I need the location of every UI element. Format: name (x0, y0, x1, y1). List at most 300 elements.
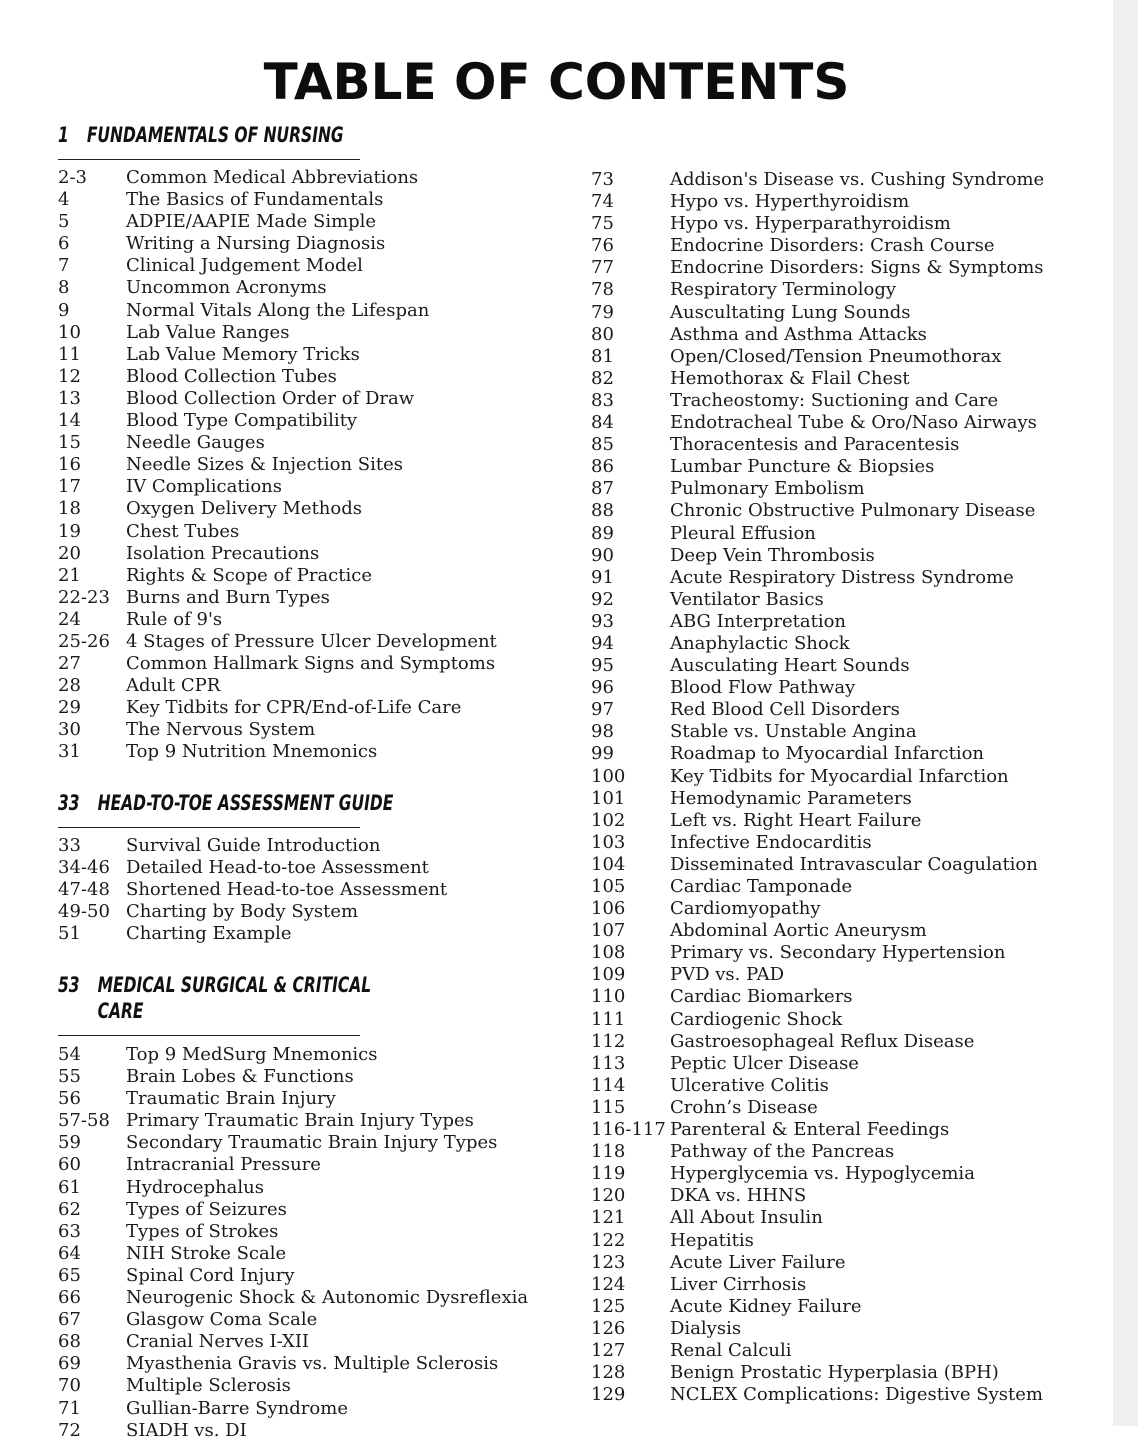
toc-entry-title: Shortened Head-to-toe Assessment (126, 879, 448, 901)
toc-page-number: 30 (58, 719, 81, 741)
toc-entry-title: Charting Example (126, 923, 292, 945)
toc-page-number: 61 (58, 1176, 81, 1198)
toc-entry-title: Gastroesophageal Reflux Disease (670, 1030, 975, 1052)
toc-page-number: 102 (591, 809, 626, 831)
toc-page-number: 49-50 (58, 901, 110, 923)
toc-entry[interactable] (58, 697, 578, 719)
toc-page-number: 111 (591, 1008, 626, 1030)
toc-entry[interactable] (591, 235, 1111, 257)
toc-entry-title: Ventilator Basics (670, 588, 824, 610)
toc-entry[interactable] (591, 1163, 1111, 1185)
toc-entry-title: Hemodynamic Parameters (670, 787, 912, 809)
toc-page-number: 69 (58, 1353, 81, 1375)
toc-entry-title: Endocrine Disorders: Crash Course (670, 235, 995, 257)
toc-entry-title: Survival Guide Introduction (126, 835, 381, 856)
toc-entry-title: Acute Liver Failure (670, 1251, 846, 1273)
toc-entry[interactable] (58, 587, 578, 609)
toc-entry[interactable] (58, 344, 578, 366)
toc-page-number: 70 (58, 1375, 81, 1397)
toc-entry-title: Top 9 MedSurg Mnemonics (126, 1044, 378, 1065)
toc-page-number: 7 (58, 255, 70, 277)
toc-entry-title: Infective Endocarditis (670, 831, 872, 853)
toc-page-number: 34-46 (58, 857, 110, 879)
toc-entry[interactable] (591, 655, 1111, 677)
toc-entry[interactable] (58, 498, 578, 520)
toc-entry[interactable] (591, 390, 1111, 412)
toc-entry[interactable] (591, 412, 1111, 434)
toc-entry[interactable] (58, 1375, 578, 1397)
toc-page-number: 98 (591, 721, 614, 743)
toc-entry[interactable] (58, 543, 578, 565)
toc-entry-title: Key Tidbits for CPR/End-of-Life Care (126, 697, 462, 719)
toc-page-number: 16 (58, 454, 81, 476)
toc-page-number: 14 (58, 410, 81, 432)
toc-page-number: 128 (591, 1362, 626, 1384)
section-divider (58, 1035, 360, 1036)
toc-entry[interactable] (58, 901, 578, 923)
toc-entry[interactable] (591, 434, 1111, 456)
toc-page-number: 103 (591, 831, 626, 853)
toc-page-number: 31 (58, 741, 81, 763)
toc-entry-title: Blood Type Compatibility (126, 410, 358, 432)
toc-entry[interactable] (591, 898, 1111, 920)
toc-entry[interactable] (591, 567, 1111, 589)
toc-entry-title: Blood Collection Tubes (126, 365, 337, 387)
toc-entry[interactable] (58, 410, 578, 432)
toc-entry[interactable] (58, 255, 578, 277)
section-heading (58, 790, 419, 816)
toc-entry-title: Stable vs. Unstable Angina (670, 721, 917, 743)
toc-entry[interactable] (591, 1296, 1111, 1318)
toc-entry-title: Spinal Cord Injury (126, 1264, 295, 1286)
toc-page-number: 79 (591, 301, 614, 323)
toc-entry-title: Liver Cirrhosis (670, 1273, 807, 1295)
toc-page-number: 121 (591, 1207, 626, 1229)
toc-entry-title: Multiple Sclerosis (126, 1375, 291, 1397)
toc-page-number: 100 (591, 765, 626, 787)
toc-entry-title: Lab Value Memory Tricks (126, 343, 360, 365)
toc-entry[interactable] (591, 368, 1111, 390)
toc-entry-title: The Basics of Fundamentals (126, 189, 384, 211)
toc-entry[interactable] (591, 942, 1111, 964)
toc-entry-title: Abdominal Aortic Aneurysm (670, 920, 927, 942)
toc-entry-title: Writing a Nursing Diagnosis (126, 233, 386, 255)
toc-entry-title: Pathway of the Pancreas (670, 1141, 895, 1163)
toc-entry[interactable] (591, 699, 1111, 721)
toc-entry-title: DKA vs. HHNS (670, 1185, 807, 1207)
toc-entry[interactable] (591, 1141, 1111, 1163)
toc-entry[interactable] (58, 565, 578, 587)
toc-page-number: 88 (591, 500, 614, 522)
toc-entry-title: Roadmap to Myocardial Infarction (670, 743, 985, 765)
toc-entry[interactable] (591, 721, 1111, 743)
toc-entry[interactable] (58, 300, 578, 322)
toc-page-number: 95 (591, 655, 614, 677)
toc-page-number: 60 (58, 1154, 81, 1176)
toc-entry[interactable] (591, 611, 1111, 633)
toc-entry[interactable] (58, 1110, 578, 1132)
toc-entry-title: Disseminated Intravascular Coagulation (670, 853, 1038, 875)
toc-entry[interactable] (58, 189, 578, 211)
toc-page-number: 21 (58, 564, 81, 586)
toc-entry[interactable] (58, 277, 578, 299)
toc-entry[interactable] (591, 633, 1111, 655)
section-medical-surgical (58, 972, 578, 1442)
toc-list (58, 835, 578, 945)
toc-entry[interactable] (591, 1097, 1111, 1119)
toc-entry-title: Charting by Body System (126, 901, 359, 923)
toc-entry-title: SIADH vs. DI (126, 1419, 247, 1441)
toc-entry-title: Hyperglycemia vs. Hypoglycemia (670, 1163, 975, 1185)
toc-page-number: 76 (591, 235, 614, 257)
toc-entry-title: Common Hallmark Signs and Symptoms (126, 653, 496, 675)
toc-entry-title: Ulcerative Colitis (670, 1074, 829, 1096)
toc-entry[interactable] (591, 257, 1111, 279)
toc-entry[interactable] (58, 476, 578, 498)
toc-entry[interactable] (58, 1132, 578, 1154)
toc-entry-title: Peptic Ulcer Disease (670, 1052, 859, 1074)
toc-page-number: 56 (58, 1088, 81, 1110)
toc-entry[interactable] (591, 1230, 1111, 1252)
toc-entry[interactable] (591, 346, 1111, 368)
toc-entry[interactable] (591, 1207, 1111, 1229)
toc-entry[interactable] (591, 1318, 1111, 1340)
toc-entry-title: All About Insulin (670, 1207, 823, 1229)
section-number: 53 (58, 973, 80, 997)
toc-page-number: 105 (591, 876, 626, 897)
toc-page-number: 17 (58, 476, 81, 498)
toc-entry[interactable] (58, 366, 578, 388)
toc-entry[interactable] (58, 322, 578, 344)
toc-entry-title: Thoracentesis and Paracentesis (670, 434, 960, 456)
toc-entry[interactable] (591, 677, 1111, 699)
toc-entry-title: Left vs. Right Heart Failure (670, 809, 922, 831)
toc-entry-title: Deep Vein Thrombosis (670, 544, 875, 566)
toc-entry-title: Chronic Obstructive Pulmonary Disease (670, 500, 1036, 522)
toc-entry-title: Ausculating Heart Sounds (670, 655, 910, 677)
toc-page-number: 112 (591, 1030, 626, 1052)
toc-entry-title: Respiratory Terminology (670, 279, 897, 301)
toc-entry[interactable] (591, 920, 1111, 942)
toc-page-number: 124 (591, 1273, 626, 1295)
toc-entry[interactable] (58, 1331, 578, 1353)
toc-page-number: 51 (58, 923, 81, 945)
toc-page-number: 4 (58, 189, 70, 211)
toc-entry[interactable] (591, 743, 1111, 765)
toc-entry[interactable] (58, 1398, 578, 1420)
toc-entry-title: Open/Closed/Tension Pneumothorax (670, 345, 1002, 367)
toc-entry-title: Secondary Traumatic Brain Injury Types (126, 1132, 498, 1154)
toc-entry-title: Endotracheal Tube & Oro/Naso Airways (670, 412, 1037, 434)
toc-page-number: 81 (591, 345, 614, 367)
toc-entry[interactable] (58, 521, 578, 543)
toc-entry-title: Uncommon Acronyms (126, 277, 327, 299)
toc-entry[interactable] (58, 211, 578, 233)
toc-entry[interactable] (58, 1353, 578, 1375)
toc-entry-title: Dialysis (670, 1317, 742, 1339)
toc-entry-title: Renal Calculi (670, 1339, 792, 1361)
toc-page-number: 120 (591, 1185, 626, 1207)
toc-entry[interactable] (58, 741, 578, 763)
toc-page-number: 25-26 (58, 630, 110, 652)
toc-entry-title: Acute Respiratory Distress Syndrome (670, 566, 1014, 588)
toc-page-number: 129 (591, 1384, 626, 1406)
toc-page-number: 29 (58, 697, 81, 719)
toc-entry[interactable] (591, 832, 1111, 854)
section-number: 1 (58, 123, 69, 147)
toc-entry[interactable] (591, 810, 1111, 832)
toc-entry-title: Blood Collection Order of Draw (126, 387, 415, 409)
toc-page-number: 68 (58, 1331, 81, 1353)
toc-entry-title: Brain Lobes & Functions (126, 1066, 354, 1088)
toc-entry-title: Types of Seizures (126, 1198, 287, 1220)
toc-entry[interactable] (591, 788, 1111, 810)
toc-entry[interactable] (58, 233, 578, 255)
toc-entry[interactable] (58, 1309, 578, 1331)
toc-page-number: 116-117 (591, 1119, 666, 1141)
section-title: FUNDAMENTALS OF NURSING (86, 123, 344, 147)
toc-entry[interactable] (591, 545, 1111, 567)
toc-page-number: 19 (58, 520, 81, 542)
toc-entry-title: Crohn’s Disease (670, 1096, 818, 1118)
toc-entry-title: Top 9 Nutrition Mnemonics (126, 741, 378, 763)
toc-entry-title: Clinical Judgement Model (126, 255, 363, 277)
toc-entry[interactable] (58, 1088, 578, 1110)
toc-entry[interactable] (58, 454, 578, 476)
toc-entry[interactable] (58, 631, 578, 653)
toc-page-number: 77 (591, 257, 614, 279)
toc-page-number: 72 (58, 1419, 81, 1441)
toc-entry-title: NCLEX Complications: Digestive System (670, 1384, 1043, 1406)
toc-entry-title: Needle Gauges (126, 432, 265, 454)
toc-page-number: 67 (58, 1309, 81, 1331)
toc-page-number: 24 (58, 608, 81, 630)
toc-entry[interactable] (58, 1066, 578, 1088)
toc-page-number: 27 (58, 653, 81, 675)
toc-entry-title: Pleural Effusion (670, 522, 816, 544)
toc-entry[interactable] (591, 1119, 1111, 1141)
toc-entry-title: ABG Interpretation (670, 610, 847, 632)
toc-entry-title: Common Medical Abbreviations (126, 167, 419, 188)
toc-page-number: 104 (591, 853, 626, 875)
toc-entry-title: Anaphylactic Shock (670, 632, 850, 654)
toc-page-number: 47-48 (58, 879, 110, 901)
toc-entry[interactable] (58, 1199, 578, 1221)
section-divider (58, 827, 360, 828)
toc-page-number: 87 (591, 478, 614, 500)
toc-entry-title: Needle Sizes & Injection Sites (126, 454, 404, 476)
toc-entry-title: Cardiac Tamponade (670, 876, 853, 897)
toc-page-number: 97 (591, 699, 614, 721)
toc-page-number: 22-23 (58, 586, 110, 608)
toc-entry[interactable] (58, 835, 578, 857)
toc-right-column (591, 169, 1111, 1406)
toc-entry-title: NIH Stroke Scale (126, 1242, 287, 1264)
toc-entry-title: Chest Tubes (126, 520, 240, 542)
toc-page-number: 109 (591, 964, 626, 986)
toc-page-number: 8 (58, 277, 70, 299)
toc-entry[interactable] (591, 213, 1111, 235)
toc-entry-title: Adult CPR (126, 675, 221, 697)
toc-entry[interactable] (591, 279, 1111, 301)
toc-entry[interactable] (58, 1420, 578, 1442)
toc-page-number: 13 (58, 387, 81, 409)
toc-entry[interactable] (58, 1287, 578, 1309)
toc-entry[interactable] (591, 1274, 1111, 1296)
toc-page-number: 15 (58, 432, 81, 454)
toc-entry-title: Benign Prostatic Hyperplasia (BPH) (670, 1362, 999, 1384)
toc-entry[interactable] (591, 1185, 1111, 1207)
toc-entry-title: Red Blood Cell Disorders (670, 699, 900, 721)
toc-entry[interactable] (58, 879, 578, 901)
toc-entry[interactable] (591, 523, 1111, 545)
toc-entry-title: Cranial Nerves I-XII (126, 1331, 310, 1353)
toc-page-number: 123 (591, 1251, 626, 1273)
toc-page-number: 71 (58, 1397, 81, 1419)
toc-entry-title: Tracheostomy: Suctioning and Care (670, 389, 999, 411)
toc-entry-title: Neurogenic Shock & Autonomic Dysreflexia (126, 1287, 529, 1309)
toc-entry[interactable] (58, 1044, 578, 1066)
toc-entry-title: Hypo vs. Hyperparathyroidism (670, 213, 951, 235)
toc-entry[interactable] (58, 923, 578, 945)
toc-entry[interactable] (591, 1384, 1111, 1406)
toc-page-number: 89 (591, 522, 614, 544)
toc-entry[interactable] (591, 1009, 1111, 1031)
toc-page-number: 57-58 (58, 1110, 110, 1132)
toc-entry-title: Lab Value Ranges (126, 321, 290, 343)
toc-entry[interactable] (58, 1177, 578, 1199)
toc-entry-title: PVD vs. PAD (670, 964, 785, 986)
toc-entry-title: Gullian-Barre Syndrome (126, 1397, 348, 1419)
toc-entry[interactable] (58, 609, 578, 631)
toc-page-number: 66 (58, 1287, 81, 1309)
toc-entry-title: Asthma and Asthma Attacks (670, 323, 927, 345)
toc-page-number: 2-3 (58, 167, 87, 188)
section-divider (58, 159, 360, 160)
toc-page-number: 18 (58, 498, 81, 520)
toc-entry[interactable] (591, 324, 1111, 346)
toc-entry-title: Pulmonary Embolism (670, 478, 865, 500)
toc-entry[interactable] (58, 1243, 578, 1265)
toc-entry[interactable] (58, 857, 578, 879)
section-head-to-toe (58, 790, 578, 945)
toc-entry[interactable] (591, 1053, 1111, 1075)
toc-list (58, 167, 578, 764)
toc-entry[interactable] (58, 1221, 578, 1243)
toc-page-number: 113 (591, 1052, 626, 1074)
toc-page-number: 125 (591, 1295, 626, 1317)
toc-page-number: 96 (591, 677, 614, 699)
toc-page-number: 106 (591, 898, 626, 920)
toc-entry[interactable] (58, 432, 578, 454)
toc-entry[interactable] (591, 1075, 1111, 1097)
toc-entry-title: The Nervous System (126, 719, 316, 741)
toc-entry-title: Glasgow Coma Scale (126, 1309, 318, 1331)
toc-entry-title: Hepatitis (670, 1229, 754, 1251)
toc-entry[interactable] (591, 478, 1111, 500)
toc-list (591, 169, 1111, 1406)
toc-page-number: 85 (591, 434, 614, 456)
toc-page-number: 94 (591, 632, 614, 654)
toc-entry[interactable] (58, 167, 578, 189)
toc-page-number: 65 (58, 1264, 81, 1286)
toc-entry[interactable] (591, 964, 1111, 986)
toc-entry-title: Cardiomyopathy (670, 898, 821, 920)
toc-page-number: 127 (591, 1339, 626, 1361)
toc-entry[interactable] (591, 191, 1111, 213)
toc-page-number: 73 (591, 169, 614, 190)
toc-page-number: 83 (591, 389, 614, 411)
section-title: HEAD-TO-TOE ASSESSMENT GUIDE (97, 791, 394, 815)
toc-entry-title: Intracranial Pressure (126, 1154, 321, 1176)
toc-entry[interactable] (591, 1031, 1111, 1053)
toc-entry-title: Key Tidbits for Myocardial Infarction (670, 765, 1009, 787)
toc-page-number: 5 (58, 211, 70, 233)
toc-page-number: 12 (58, 365, 81, 387)
toc-page-number: 63 (58, 1220, 81, 1242)
section-fundamentals (58, 122, 578, 764)
toc-entry-title: Traumatic Brain Injury (126, 1088, 336, 1110)
toc-page-number: 59 (58, 1132, 81, 1154)
toc-entry[interactable] (58, 653, 578, 675)
toc-page-number: 20 (58, 542, 81, 564)
toc-entry-title: Rule of 9's (126, 608, 223, 630)
toc-entry[interactable] (591, 766, 1111, 788)
toc-entry-title: Myasthenia Gravis vs. Multiple Sclerosis (126, 1353, 499, 1375)
toc-entry[interactable] (58, 388, 578, 410)
toc-entry[interactable] (58, 719, 578, 741)
toc-entry[interactable] (58, 675, 578, 697)
toc-entry[interactable] (591, 169, 1111, 191)
toc-entry[interactable] (591, 302, 1111, 324)
toc-page-number: 115 (591, 1096, 626, 1118)
toc-page-number: 6 (58, 233, 70, 255)
toc-entry[interactable] (591, 986, 1111, 1008)
toc-entry-title: Primary vs. Secondary Hypertension (670, 942, 1006, 964)
toc-entry-title: 4 Stages of Pressure Ulcer Development (126, 630, 497, 652)
toc-entry[interactable] (591, 876, 1111, 898)
toc-entry-title: Blood Flow Pathway (670, 677, 856, 699)
toc-entry[interactable] (591, 854, 1111, 876)
toc-page-number: 10 (58, 321, 81, 343)
toc-entry[interactable] (591, 1340, 1111, 1362)
toc-entry[interactable] (591, 500, 1111, 522)
toc-entry-title: Acute Kidney Failure (670, 1295, 862, 1317)
toc-page-number: 74 (591, 191, 614, 213)
toc-entry-title: Endocrine Disorders: Signs & Symptoms (670, 257, 1044, 279)
toc-page-number: 93 (591, 610, 614, 632)
toc-entry-title: ADPIE/AAPIE Made Simple (126, 211, 377, 233)
section-heading (58, 122, 419, 148)
toc-page-number: 54 (58, 1044, 81, 1065)
toc-page-number: 114 (591, 1074, 626, 1096)
toc-entry[interactable] (591, 1362, 1111, 1384)
toc-entry[interactable] (58, 1265, 578, 1287)
toc-page-number: 78 (591, 279, 614, 301)
toc-page-number: 11 (58, 343, 81, 365)
scrollbar-track[interactable] (1113, 0, 1138, 1426)
toc-entry[interactable] (591, 1252, 1111, 1274)
toc-entry-title: Isolation Precautions (126, 542, 320, 564)
toc-page-number: 126 (591, 1317, 626, 1339)
toc-entry[interactable] (58, 1154, 578, 1176)
toc-page-number: 101 (591, 787, 626, 809)
toc-entry-title: Burns and Burn Types (126, 586, 330, 608)
toc-page-number: 122 (591, 1229, 626, 1251)
toc-entry[interactable] (591, 456, 1111, 478)
toc-entry-title: Addison's Disease vs. Cushing Syndrome (670, 169, 1045, 190)
toc-entry[interactable] (591, 589, 1111, 611)
